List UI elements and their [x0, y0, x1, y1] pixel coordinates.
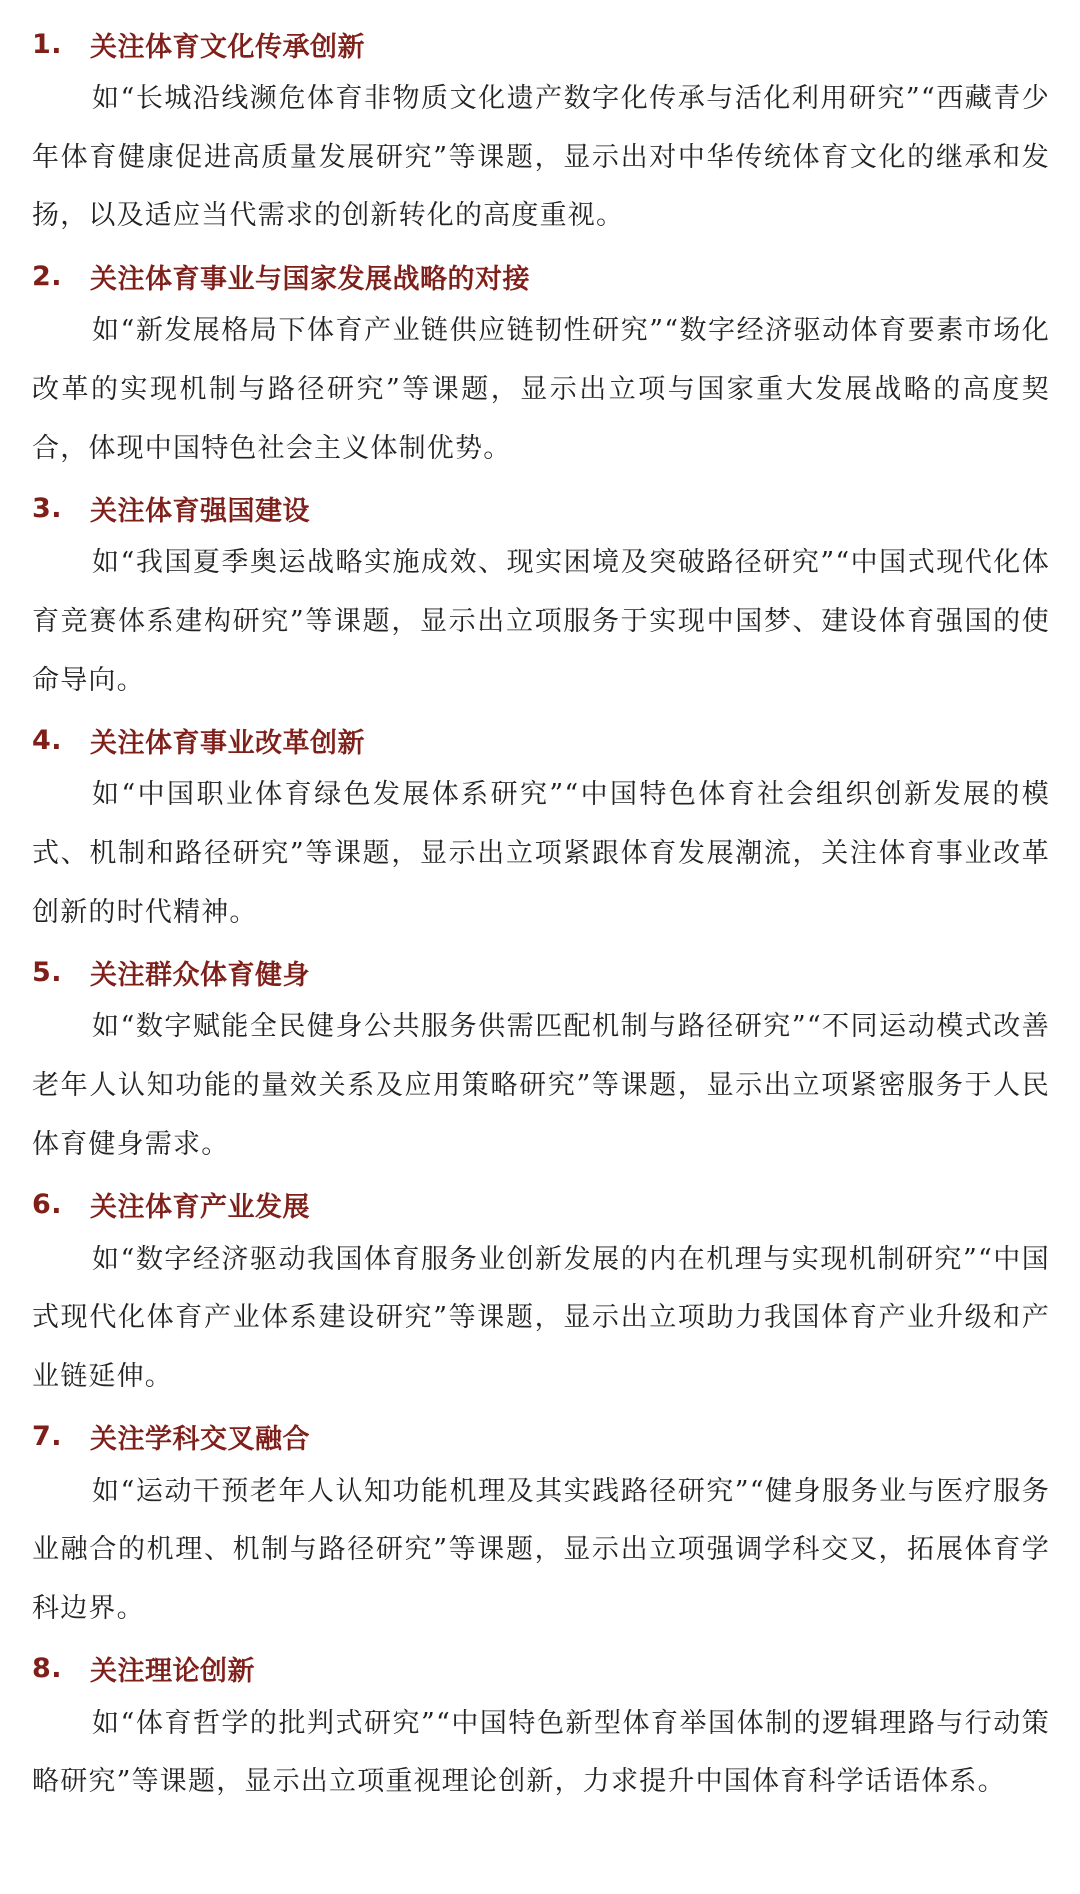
section-number: 8. [32, 1653, 63, 1685]
section-title: 关注理论创新 [90, 1656, 255, 1688]
section-5 [32, 946, 1050, 1174]
section-title: 关注体育事业改革创新 [90, 727, 365, 759]
section-title: 关注体育强国建设 [90, 495, 310, 527]
section-number: 1. [32, 28, 63, 60]
section-paragraph: 如“体育哲学的批判式研究”“中国特色新型体育举国体制的逻辑理路与行动策略研究”等课题，显示出立项重视理论创新，力求提升中国体育科学话语体系。 [32, 1707, 1050, 1798]
section-title: 关注体育文化传承创新 [90, 31, 365, 63]
section-paragraph: 如“新发展格局下体育产业链供应链韧性研究”“数字经济驱动体育要素市场化改革的实现机制与路径研究”等课题，显示出立项与国家重大发展战略的高度契合，体现中国特色社会主义体制优势。 [32, 315, 1050, 464]
section-heading [32, 714, 1050, 766]
section-7 [32, 1411, 1050, 1639]
section-heading [32, 946, 1050, 998]
section-number: 2. [32, 260, 63, 292]
section-6 [32, 1179, 1050, 1407]
section-heading [32, 18, 1050, 70]
section-number: 3. [32, 492, 63, 524]
section-paragraph: 如“数字赋能全民健身公共服务供需匹配机制与路径研究”“不同运动模式改善老年人认知功能的量效关系及应用策略研究”等课题，显示出立项紧密服务于人民体育健身需求。 [32, 1011, 1050, 1160]
section-3 [32, 482, 1050, 710]
section-title: 关注学科交叉融合 [90, 1424, 310, 1456]
section-8 [32, 1643, 1050, 1812]
section-number: 6. [32, 1189, 63, 1221]
section-heading [32, 1411, 1050, 1463]
section-paragraph: 如“我国夏季奥运战略实施成效、现实困境及突破路径研究”“中国式现代化体育竞赛体系建构研究”等课题，显示出立项服务于实现中国梦、建设体育强国的使命导向。 [32, 547, 1050, 696]
section-title: 关注体育事业与国家发展战略的对接 [90, 263, 530, 295]
section-2 [32, 250, 1050, 478]
section-number: 5. [32, 956, 63, 988]
section-heading [32, 1179, 1050, 1231]
section-1 [32, 18, 1050, 246]
section-title: 关注体育产业发展 [90, 1192, 310, 1224]
section-heading [32, 250, 1050, 302]
section-4 [32, 714, 1050, 942]
section-paragraph: 如“数字经济驱动我国体育服务业创新发展的内在机理与实现机制研究”“中国式现代化体育产业体系建设研究”等课题，显示出立项助力我国体育产业升级和产业链延伸。 [32, 1243, 1050, 1392]
section-paragraph: 如“长城沿线濒危体育非物质文化遗产数字化传承与活化利用研究”“西藏青少年体育健康促进高质量发展研究”等课题，显示出对中华传统体育文化的继承和发扬，以及适应当代需求的创新转化的高度重视。 [32, 83, 1050, 232]
section-heading [32, 1643, 1050, 1695]
section-title: 关注群众体育健身 [90, 959, 310, 991]
section-heading [32, 482, 1050, 534]
section-number: 7. [32, 1421, 63, 1453]
section-number: 4. [32, 724, 63, 756]
section-paragraph: 如“运动干预老年人认知功能机理及其实践路径研究”“健身服务业与医疗服务业融合的机理、机制与路径研究”等课题，显示出立项强调学科交叉，拓展体育学科边界。 [32, 1475, 1050, 1625]
section-paragraph: 如“中国职业体育绿色发展体系研究”“中国特色体育社会组织创新发展的模式、机制和路径研究”等课题，显示出立项紧跟体育发展潮流，关注体育事业改革创新的时代精神。 [32, 779, 1050, 928]
